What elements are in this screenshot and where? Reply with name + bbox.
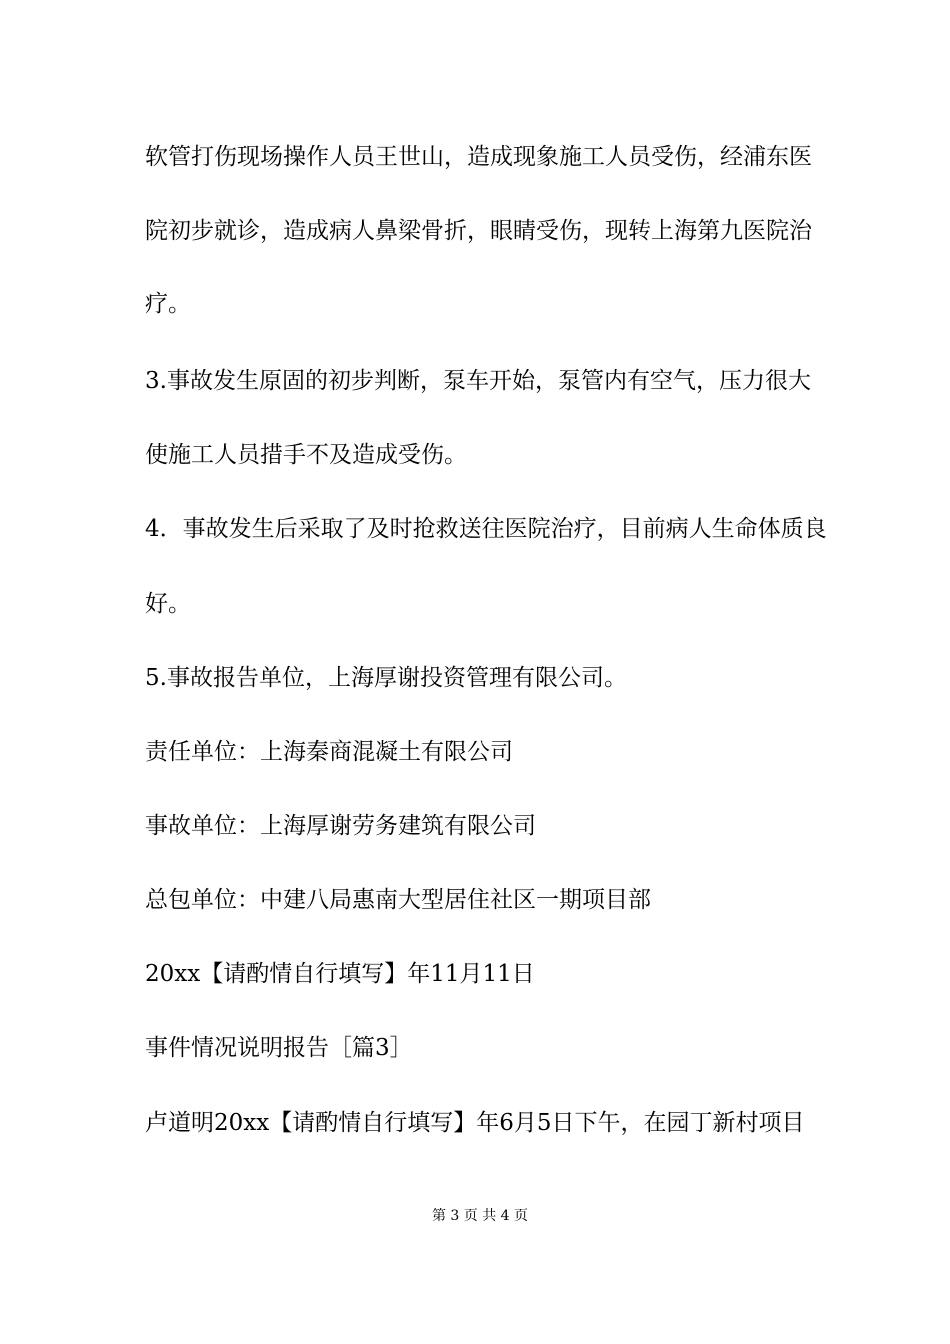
body-text-line: 院初步就诊，造成病人鼻梁骨折，眼睛受伤，现转上海第九医院治 [145, 218, 812, 244]
body-text-line: 软管打伤现场操作人员王世山，造成现象施工人员受伤，经浦东医 [145, 144, 812, 170]
accident-unit-line: 事故单位：上海厚谢劳务建筑有限公司 [145, 813, 536, 839]
page-number-footer: 第 3 页 共 4 页 [431, 1208, 529, 1224]
general-contractor-line: 总包单位：中建八局惠南大型居住社区一期项目部 [145, 887, 651, 913]
report-unit-line: 5.事故报告单位，上海厚谢投资管理有限公司。 [145, 665, 627, 691]
responsible-unit-line: 责任单位：上海秦商混凝土有限公司 [145, 739, 513, 765]
body-text-line: 好。 [145, 591, 191, 617]
body-text-line: 疗。 [145, 291, 191, 317]
body-text-line: 4．事故发生后采取了及时抢救送往医院治疗，目前病人生命体质良 [145, 516, 827, 542]
body-text-line: 使施工人员措手不及造成受伤。 [145, 442, 467, 468]
body-text-line: 卢道明20xx【请酌情自行填写】年6月5日下午，在园丁新村项目 [145, 1110, 805, 1136]
body-text-line: 3.事故发生原固的初步判断，泵车开始，泵管内有空气，压力很大 [145, 368, 811, 394]
section-title: 事件情况说明报告［篇3］ [145, 1035, 413, 1061]
date-line: 20xx【请酌情自行填写】年11月11日 [145, 961, 535, 987]
